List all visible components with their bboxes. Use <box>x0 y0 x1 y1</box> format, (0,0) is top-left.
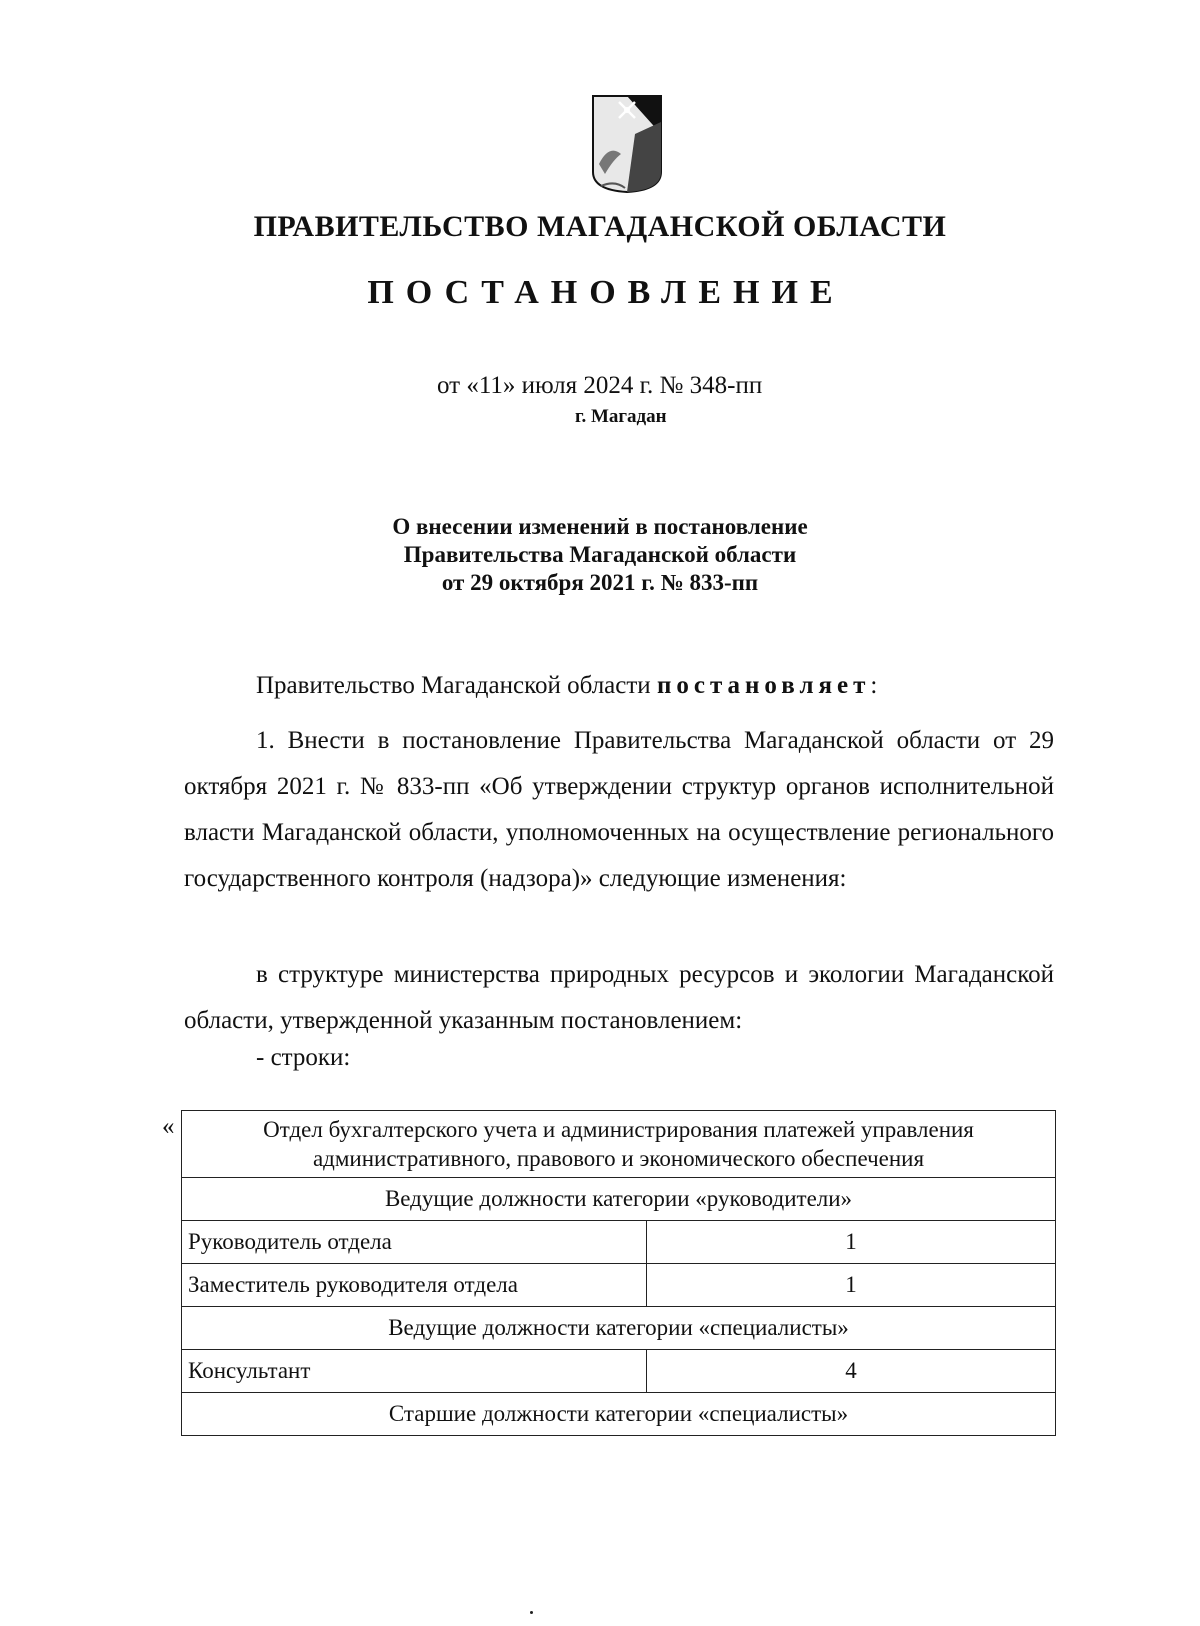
rows-label: - строки: <box>256 1044 351 1071</box>
table-row <box>182 1221 1056 1264</box>
document-city: г. Магадан <box>575 406 667 427</box>
document-type-title: ПОСТАНОВЛЕНИЕ <box>367 274 845 311</box>
category-cell: Ведущие должности категории «специалисты» <box>182 1307 1056 1350</box>
count-cell: 1 <box>647 1221 1056 1264</box>
subject-line: от 29 октября 2021 г. № 833-пп <box>441 570 759 595</box>
category-cell: Старшие должности категории «специалисты» <box>182 1393 1056 1436</box>
table-row <box>182 1264 1056 1307</box>
count-cell: 4 <box>647 1350 1056 1393</box>
government-title: ПРАВИТЕЛЬСТВО МАГАДАНСКОЙ ОБЛАСТИ <box>253 210 947 243</box>
preamble-colon: : <box>870 672 878 699</box>
count-cell: 1 <box>647 1264 1056 1307</box>
document-subject <box>0 513 1200 597</box>
table-row <box>182 1393 1056 1436</box>
position-cell: Руководитель отдела <box>182 1221 647 1264</box>
table-row <box>182 1307 1056 1350</box>
preamble-paragraph <box>256 672 1056 700</box>
department-heading: Отдел бухгалтерского учета и администрирования платежей управления административного, правового и экономического обеспечения <box>182 1111 1056 1178</box>
position-cell: Консультант <box>182 1350 647 1393</box>
structure-table <box>181 1110 1056 1436</box>
opening-quote: « <box>162 1113 175 1140</box>
preamble-verb: постановляет <box>656 672 871 699</box>
item-1-paragraph: 1. Внести в постановление Правительства Магаданской области от 29 октября 2021 г. № 833-пп «Об утверждении структур органов исполнительной власти Магаданской области, уполномоченных на осуществление регионального государственного контроля (надзора)» следующие изменения: <box>184 727 1054 892</box>
table-row <box>182 1178 1056 1221</box>
coat-of-arms-emblem <box>591 94 663 194</box>
preamble-subject: Правительство Магаданской области <box>256 672 651 699</box>
coat-of-arms-icon <box>591 94 663 194</box>
subject-line: О внесении изменений в постановление <box>392 514 808 539</box>
subject-line: Правительства Магаданской области <box>403 542 797 567</box>
scan-speck <box>530 1611 533 1614</box>
document-date-number: от «11» июля 2024 г. № 348-пп <box>437 372 763 399</box>
table-row <box>182 1111 1056 1178</box>
table-row <box>182 1350 1056 1393</box>
category-cell: Ведущие должности категории «руководители» <box>182 1178 1056 1221</box>
item-1-sub-paragraph: в структуре министерства природных ресурсов и экологии Магаданской области, утвержденной указанным постановлением: <box>184 961 1054 1034</box>
position-cell: Заместитель руководителя отдела <box>182 1264 647 1307</box>
